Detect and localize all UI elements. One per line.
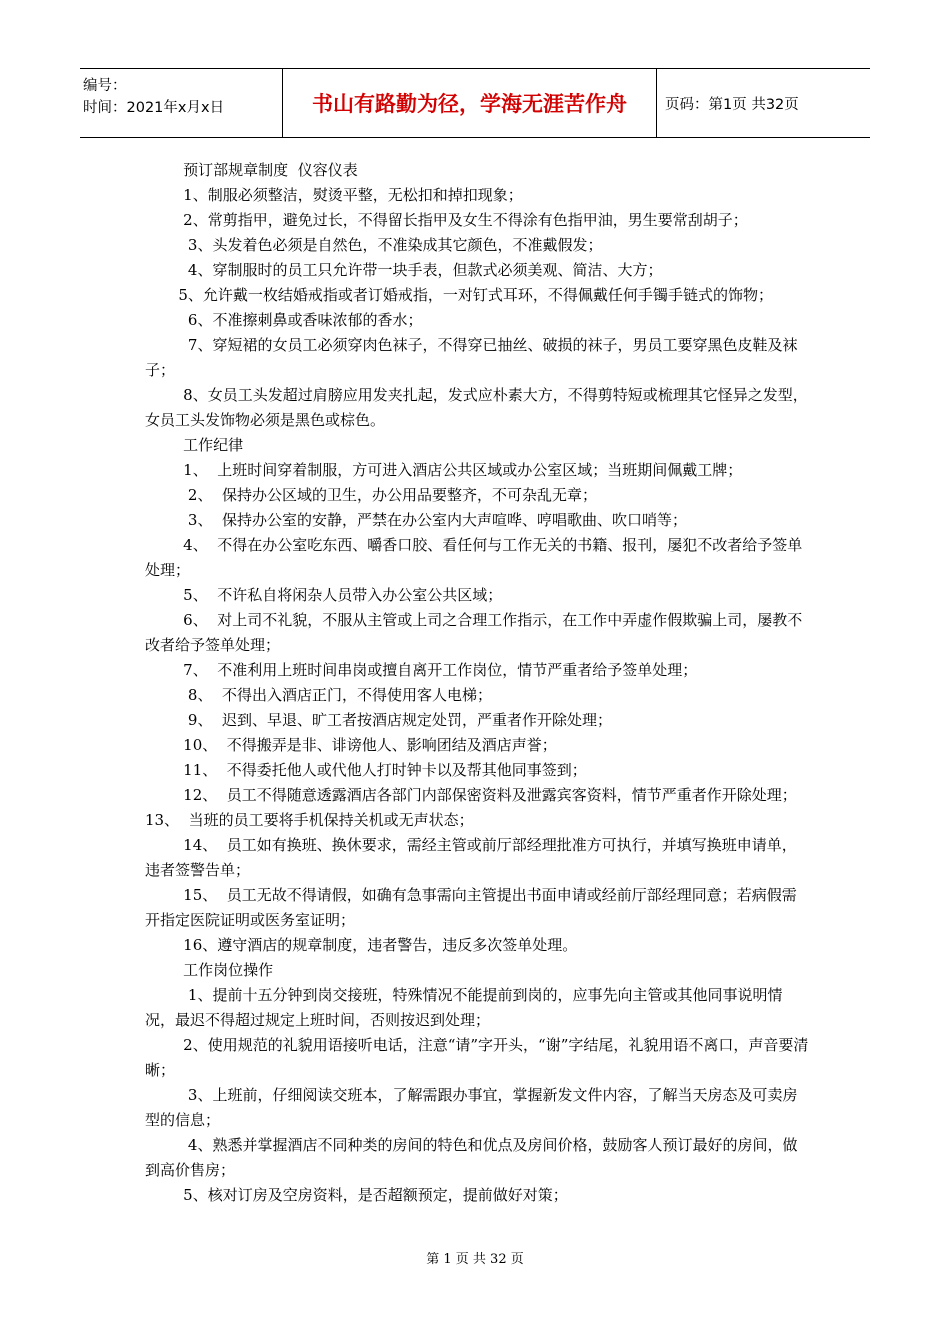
paragraph: 11、 不得委托他人或代他人打时钟卡以及帮其他同事签到； <box>145 761 587 779</box>
paragraph: 10、 不得搬弄是非、诽谤他人、影响团结及酒店声誉； <box>145 736 557 754</box>
paragraph: 3、头发着色必须是自然色，不准染成其它颜色，不准戴假发； <box>145 236 603 254</box>
paragraph: 1、制服必须整洁，熨烫平整，无松扣和掉扣现象； <box>145 186 523 204</box>
paragraph: 7、 不准利用上班时间串岗或擅自离开工作岗位，情节严重者给予签单处理； <box>145 661 698 679</box>
paragraph: 4、熟悉并掌握酒店不同种类的房间的特色和优点及房间价格，鼓励客人预订最好的房间，做到高价售房； <box>145 1136 798 1179</box>
paragraph: 1、提前十五分钟到岗交接班，特殊情况不能提前到岗的，应事先向主管或其他同事说明情况，最迟不得超过规定上班时间，否则按迟到处理； <box>145 986 783 1029</box>
header-motto: 书山有路勤为径，学海无涯苦作舟 <box>283 69 657 137</box>
paragraph: 6、 对上司不礼貌，不服从主管或上司之合理工作指示，在工作中弄虚作假欺骗上司，屡教不改者给予签单处理； <box>145 611 803 654</box>
paragraph: 9、 迟到、早退、旷工者按酒店规定处罚，严重者作开除处理； <box>145 711 613 729</box>
document-number-label: 编号： <box>83 78 127 94</box>
paragraph: 3、上班前，仔细阅读交班本，了解需跟办事宜，掌握新发文件内容，了解当天房态及可卖房型的信息； <box>145 1086 798 1129</box>
paragraph: 1、 上班时间穿着制服，方可进入酒店公共区域或办公室区域；当班期间佩戴工牌； <box>145 461 743 479</box>
paragraph: 7、穿短裙的女员工必须穿肉色袜子，不得穿已抽丝、破损的袜子，男员工要穿黑色皮鞋及袜子； <box>145 336 798 379</box>
paragraph: 14、 员工如有换班、换休要求，需经主管或前厅部经理批准方可执行，并填写换班申请单，违者签警告单； <box>145 836 797 879</box>
header-page-info: 页码：第1页 共32页 <box>665 96 799 113</box>
title-line: 预订部规章制度 仪容仪表 <box>145 161 358 179</box>
section-heading: 工作纪律 <box>145 436 244 454</box>
paragraph: 3、 保持办公室的安静，严禁在办公室内大声喧哗、哼唱歌曲、吹口哨等； <box>145 511 688 529</box>
section-heading: 工作岗位操作 <box>145 961 274 979</box>
paragraph: 16、遵守酒店的规章制度，违者警告，违反多次签单处理。 <box>145 936 578 954</box>
paragraph: 12、 员工不得随意透露酒店各部门内部保密资料及泄露宾客资料，情节严重者作开除处理； 13、 当班的员工要将手机保持关机或无声状态； <box>145 786 807 829</box>
paragraph: 8、 不得出入酒店正门，不得使用客人电梯； <box>145 686 493 704</box>
document-body <box>145 158 810 1208</box>
header-meta <box>80 69 283 137</box>
page-footer: 第 1 页 共 32 页 <box>426 1252 524 1267</box>
paragraph: 5、 不许私自将闲杂人员带入办公室公共区域； <box>145 586 503 604</box>
paragraph: 2、 保持办公区域的卫生，办公用品要整齐，不可杂乱无章； <box>145 486 598 504</box>
paragraph: 5、核对订房及空房资料，是否超额预定，提前做好对策； <box>145 1186 568 1204</box>
paragraph: 2、使用规范的礼貌用语接听电话，注意“请”字开头，“谢”字结尾，礼貌用语不离口，声音要清晰； <box>145 1036 809 1079</box>
document-header <box>80 68 870 138</box>
document-date-label: 时间：2021年x月x日 <box>83 100 225 116</box>
paragraph: 15、 员工无故不得请假，如确有急事需向主管提出书面申请或经前厅部经理同意；若病假需开指定医院证明或医务室证明； <box>145 886 797 929</box>
paragraph: 5、允许戴一枚结婚戒指或者订婚戒指，一对钉式耳环，不得佩戴任何手镯手链式的饰物； <box>145 286 773 304</box>
paragraph: 2、常剪指甲，避免过长，不得留长指甲及女生不得涂有色指甲油，男生要常刮胡子； <box>145 211 748 229</box>
paragraph: 8、女员工头发超过肩膀应用发夹扎起，发式应朴素大方，不得剪特短或梳理其它怪异之发型，女员工头发饰物必须是黑色或棕色。 <box>145 386 808 429</box>
paragraph: 4、 不得在办公室吃东西、嚼香口胶、看任何与工作无关的书籍、报刊，屡犯不改者给予签单处理； <box>145 536 803 579</box>
paragraph: 6、不准擦刺鼻或香味浓郁的香水； <box>145 311 423 329</box>
paragraph: 4、穿制服时的员工只允许带一块手表，但款式必须美观、简洁、大方； <box>145 261 663 279</box>
